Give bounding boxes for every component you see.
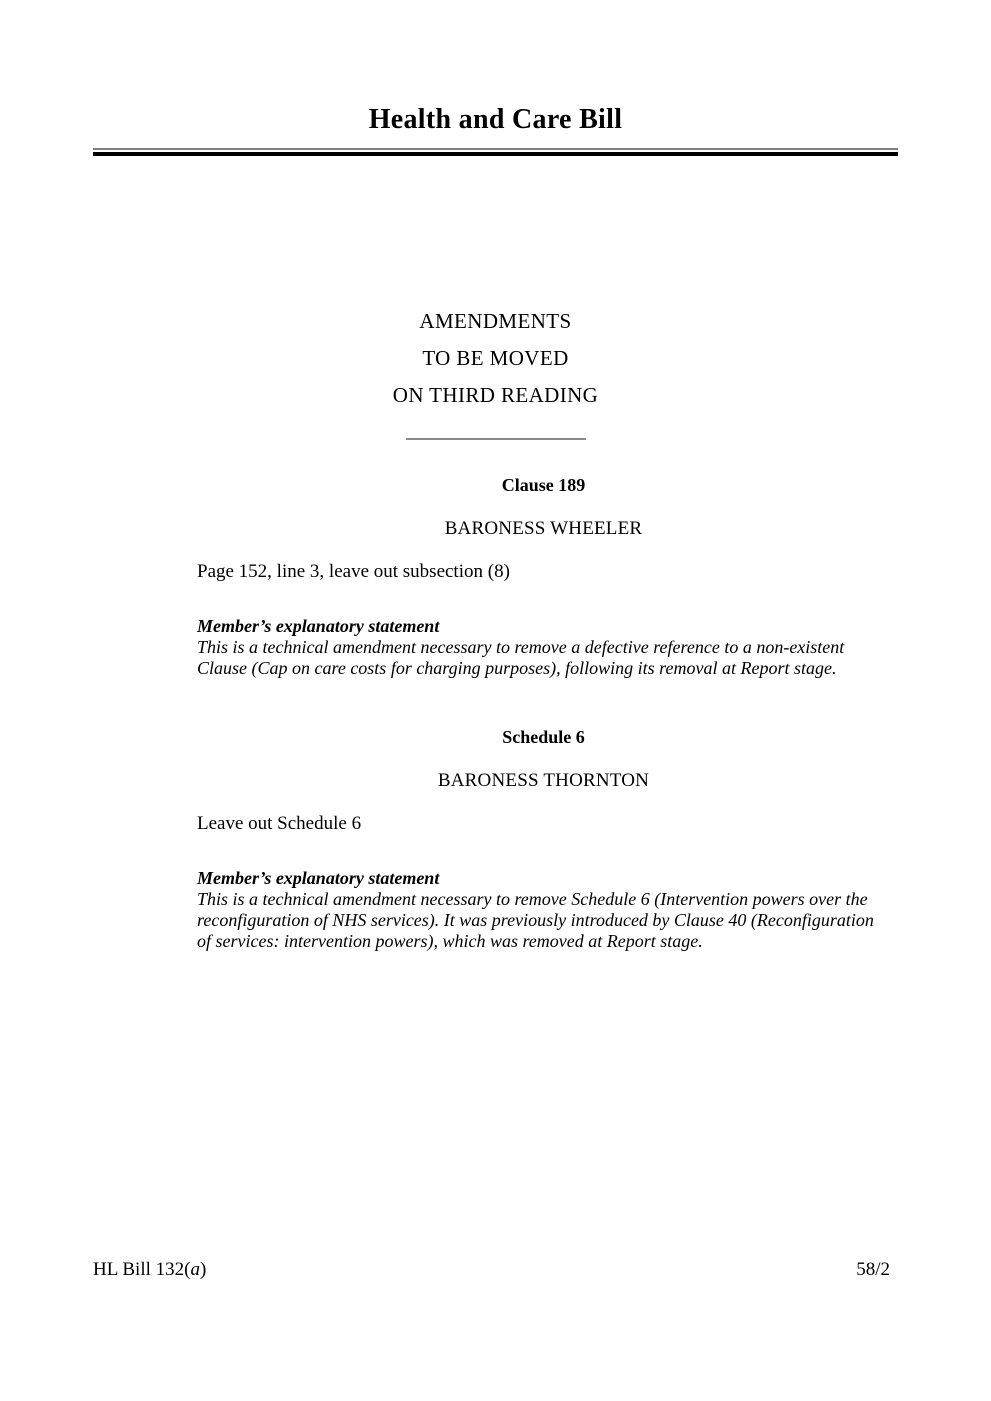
footer-bill-prefix: HL Bill 132( <box>93 1259 191 1280</box>
footer-bill-reference <box>93 1258 206 1281</box>
heading-line-amendments: AMENDMENTS <box>419 309 572 333</box>
footer-bill-suffix: ) <box>199 1259 207 1280</box>
footer-bill-italic: a <box>190 1259 200 1280</box>
amendments-heading-block <box>93 303 898 440</box>
footer-page-number: 58/2 <box>856 1259 890 1280</box>
page-title: Health and Care Bill <box>368 104 623 135</box>
amendment-section-clause-189 <box>197 474 890 679</box>
statement-heading-schedule-6: Member’s explanatory statement <box>197 868 440 888</box>
section-title-schedule-6: Schedule 6 <box>502 727 585 747</box>
amendment-section-schedule-6 <box>197 726 890 952</box>
masthead-rule-thick <box>93 152 898 156</box>
masthead-double-rule <box>93 148 898 156</box>
heading-line-to-be-moved: TO BE MOVED <box>422 346 569 370</box>
statement-heading-clause-189: Member’s explanatory statement <box>197 616 440 636</box>
section-title-clause-189: Clause 189 <box>501 475 586 495</box>
member-name-wheeler: BARONESS WHEELER <box>444 518 643 539</box>
explanatory-statement-schedule-6 <box>197 868 890 952</box>
amendment-text-schedule-6: Leave out Schedule 6 <box>197 813 362 834</box>
heading-divider-wrap <box>93 438 898 440</box>
member-name-thornton: BARONESS THORNTON <box>437 770 650 791</box>
heading-line-on-third-reading: ON THIRD READING <box>392 383 599 407</box>
masthead <box>93 103 898 156</box>
section-spacer <box>197 679 890 726</box>
page-footer <box>93 1258 890 1281</box>
explanatory-statement-clause-189 <box>197 616 890 679</box>
statement-body-clause-189: This is a technical amendment necessary to remove a defective reference to a non-existent Clause (Cap on care costs for charging purposes), following its removal at Report stage. <box>197 637 845 678</box>
amendments-content <box>197 474 890 952</box>
statement-body-schedule-6: This is a technical amendment necessary to remove Schedule 6 (Intervention powers over the reconfiguration of NHS services). It was previously introduced by Clause 40 (Reconfiguration of services: intervention powers), which was removed at Report stage. <box>197 889 874 951</box>
heading-divider <box>406 438 586 440</box>
amendment-text-clause-189: Page 152, line 3, leave out subsection (8) <box>197 561 510 582</box>
